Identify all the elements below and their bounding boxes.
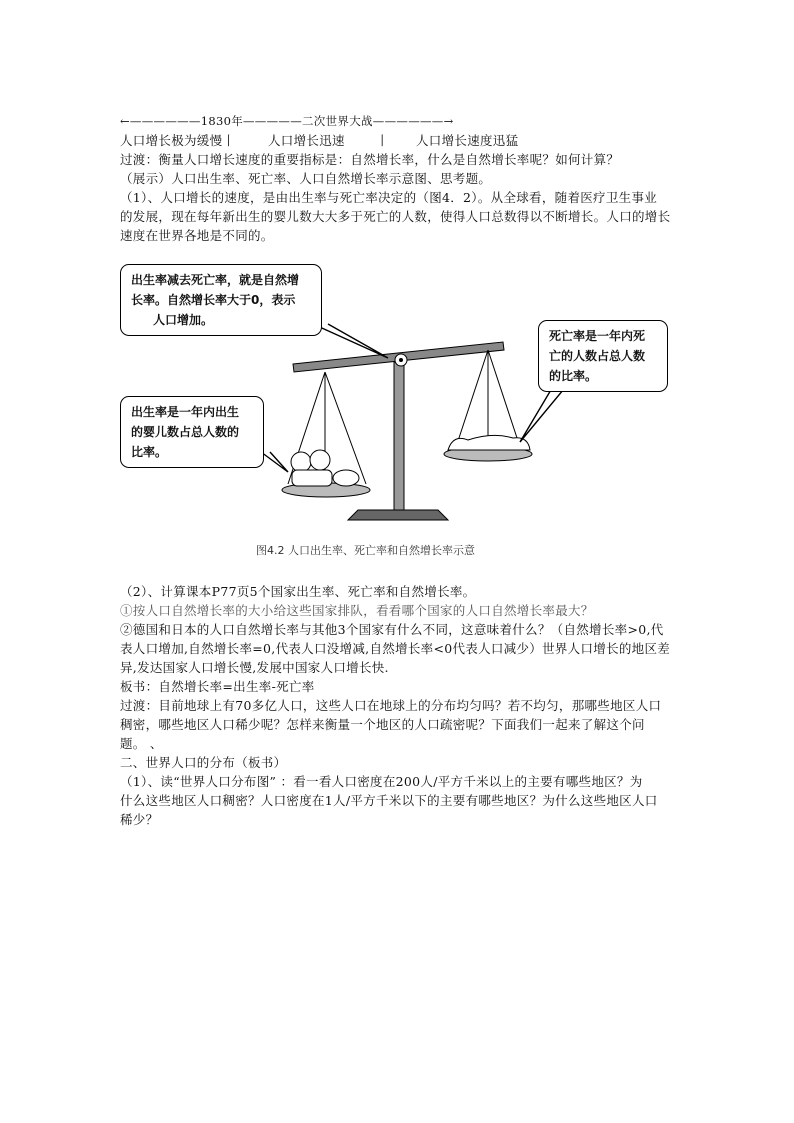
- stage-fast: 人口增长迅速: [268, 133, 345, 148]
- stage-rapid: 人口增长速度迅猛: [416, 133, 519, 148]
- balance-scale-figure: [118, 262, 678, 562]
- paragraph-line: （1）、人口增长的速度，是由出生率与死亡率决定的（图4．2）。从全球看，随着医疗卫生事业: [120, 190, 658, 205]
- reading-question: （1）、读“世界人口分布图” ：看一看人口密度在200人/平方千米以上的主要有哪些地区？为: [120, 774, 643, 789]
- bubble-line: 亡的人数占总人数: [549, 349, 646, 363]
- reading-question: 稀少？: [120, 812, 159, 827]
- transition-text: 过渡：衡量人口增长速度的重要指标是：自然增长率，什么是自然增长率呢？如何计算？: [120, 152, 620, 167]
- question-2-2: ②德国和日本的人口自然增长率与其他3个国家有什么不同，这意味着什么？（自然增长率>0,代: [120, 622, 664, 637]
- reading-question: 什么这些地区人口稠密？人口密度在1人/平方千米以下的主要有哪些地区？为什么这些地区人口: [120, 793, 658, 808]
- bubble-line: 死亡率是一年内死: [549, 329, 646, 343]
- bubble-natural-growth: [120, 264, 322, 336]
- question-2-2: 表人口增加,自然增长率=0,代表人口没增减,自然增长率<0代表人口减少）世界人口增长的地区差: [120, 641, 671, 656]
- transition-text: 稠密，哪些地区人口稀少呢？怎样来衡量一个地区的人口疏密呢？下面我们一起来了解这个问: [120, 717, 645, 732]
- display-text: （展示）人口出生率、死亡率、人口自然增长率示意图、思考题。: [120, 171, 492, 186]
- bubble-line: 比率。: [131, 445, 168, 459]
- transition-text: 题。 、: [120, 736, 163, 751]
- question-2-2: 异,发达国家人口增长慢,发展中国家人口增长快.: [120, 660, 389, 675]
- question-2-1: ①按人口自然增长率的大小给这些国家排队，看看哪个国家的人口自然增长率最大？: [120, 603, 594, 618]
- bubble-line: 人口增加。: [153, 313, 214, 327]
- stage-divider: 丨: [376, 133, 389, 148]
- figure-caption: 图4.2 人口出生率、死亡率和自然增长率示意: [256, 544, 475, 557]
- bubble-line: 出生率减去死亡率，就是自然增: [131, 273, 300, 287]
- bubble-line: 出生率是一年内出生: [131, 405, 240, 419]
- bubble-birth-rate: [120, 396, 264, 468]
- bubble-death-rate: [538, 320, 668, 392]
- timeline: ←——————1830年—————二次世界大战——————→: [120, 114, 454, 128]
- section-heading: 二、世界人口的分布（板书）: [120, 755, 287, 770]
- paragraph-line: 速度在世界各地是不同的。: [120, 228, 274, 243]
- question-2: （2）、计算课本P77页5个国家出生率、死亡率和自然增长率。: [120, 584, 476, 599]
- board-formula: 板书：自然增长率=出生率-死亡率: [120, 679, 315, 694]
- transition-text: 过渡：目前地球上有70多亿人口，这些人口在地球上的分布均匀吗？若不均匀，那哪些地区人口: [120, 698, 662, 713]
- stage-slow: 人口增长极为缓慢丨: [120, 133, 236, 148]
- bubble-line: 的婴儿数占总人数的: [131, 425, 240, 439]
- paragraph-line: 的发展，现在每年新出生的婴儿数大大多于死亡的人数，使得人口总数得以不断增长。人口的增长: [120, 209, 671, 224]
- bubble-line: 长率。自然增长率大于0，表示: [131, 293, 296, 307]
- bubble-line: 的比率。: [549, 369, 598, 383]
